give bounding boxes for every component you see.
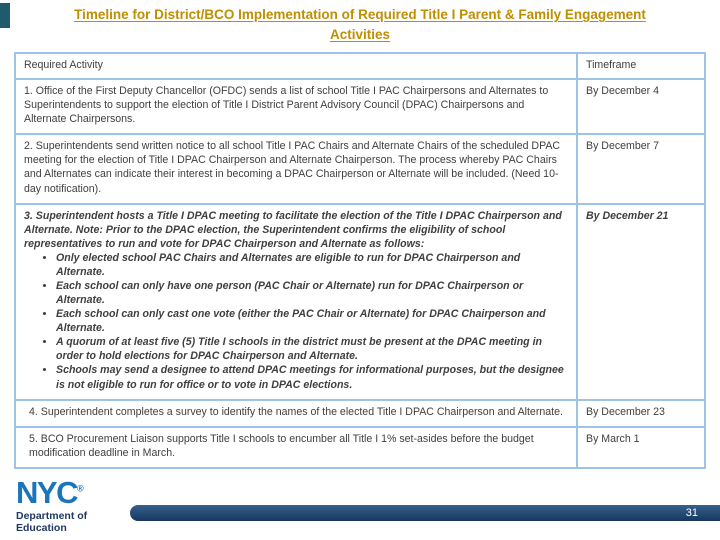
timeframe-cell: By December 7 bbox=[576, 135, 704, 202]
header-required-activity: Required Activity bbox=[24, 59, 103, 71]
footer-accent-bar bbox=[130, 505, 720, 521]
activity-intro-text: 3. Superintendent hosts a Title I DPAC meeting to facilitate the election of the Title I DPAC Chairperson and Alternate. Note: Prior to the DPAC election, the Superintendent confirms the eligibility of school representatives to run and vote for DPAC Chairperson and Alternate as follows: bbox=[24, 209, 562, 250]
header-timeframe: Timeframe bbox=[576, 54, 704, 78]
nyc-logo-text: NYC® bbox=[16, 475, 84, 510]
nyc-doe-logo bbox=[16, 477, 87, 535]
corner-accent-mark bbox=[0, 3, 10, 28]
table-row bbox=[16, 203, 704, 399]
timeframe-cell: By December 21 bbox=[576, 205, 704, 399]
page-title-line1: Timeline for District/BCO Implementation of Required Title I Parent & Family Engagement bbox=[74, 7, 646, 22]
activity-cell: 4. Superintendent completes a survey to identify the names of the elected Title I DPAC Chairperson and Alternate. bbox=[29, 405, 563, 418]
activity-cell bbox=[16, 205, 576, 399]
table-row bbox=[16, 133, 704, 202]
timeframe-cell: By December 23 bbox=[576, 401, 704, 426]
table-row bbox=[16, 399, 704, 426]
activity-bullet-list bbox=[24, 251, 568, 392]
bullet-item: • Only elected school PAC Chairs and Alternates are eligible to run for DPAC Chairperson and Alternate. bbox=[56, 251, 568, 279]
timeline-table bbox=[14, 52, 706, 469]
logo-department-text: Department of Education bbox=[16, 510, 88, 535]
activity-cell: 2. Superintendents send written notice to all school Title I PAC Chairs and Alternate Chairs of the scheduled DPAC meeting for the election of Title I DPAC Chairperson and Alternate Chairperson. The process whereby PAC Chairs and Alternates can indicate their interest in becoming a DPAC Chairperson or Alternate will be included. (Need 10-day notification). bbox=[24, 140, 561, 195]
bullet-item: • Each school can only have one person (PAC Chair or Alternate) run for DPAC Chairperson or Alternate. bbox=[56, 279, 568, 307]
bullet-item: • Schools may send a designee to attend DPAC meetings for informational purposes, but the designee is not eligible to run for office or to vote in DPAC elections. bbox=[56, 363, 568, 391]
page-title bbox=[0, 0, 720, 44]
page-number: 31 bbox=[685, 507, 698, 519]
table-row bbox=[16, 426, 704, 467]
registered-trademark-symbol: ® bbox=[76, 483, 84, 494]
timeframe-cell: By March 1 bbox=[576, 428, 704, 467]
activity-cell: 1. Office of the First Deputy Chancellor (OFDC) sends a list of school Title I PAC Chairpersons and Alternates to Superintendents to support the election of Title I District Parent Advisory Council (DPAC) Chairpersons and Alternate Chairpersons. bbox=[24, 85, 549, 126]
table-row bbox=[16, 78, 704, 133]
page-title-line2: Activities bbox=[329, 26, 391, 42]
timeframe-cell: By December 4 bbox=[576, 80, 704, 133]
activity-cell: 5. BCO Procurement Liaison supports Title I schools to encumber all Title I 1% set-asides before the budget modification deadline in March. bbox=[29, 432, 534, 459]
bullet-item: • A quorum of at least five (5) Title I schools in the district must be present at the DPAC meeting in order to hold elections for DPAC Chairperson and Alternate. bbox=[56, 335, 568, 363]
table-header-row bbox=[16, 54, 704, 78]
bullet-item: • Each school can only cast one vote (either the PAC Chair or Alternate) for DPAC Chairperson and Alternate. bbox=[56, 307, 568, 335]
